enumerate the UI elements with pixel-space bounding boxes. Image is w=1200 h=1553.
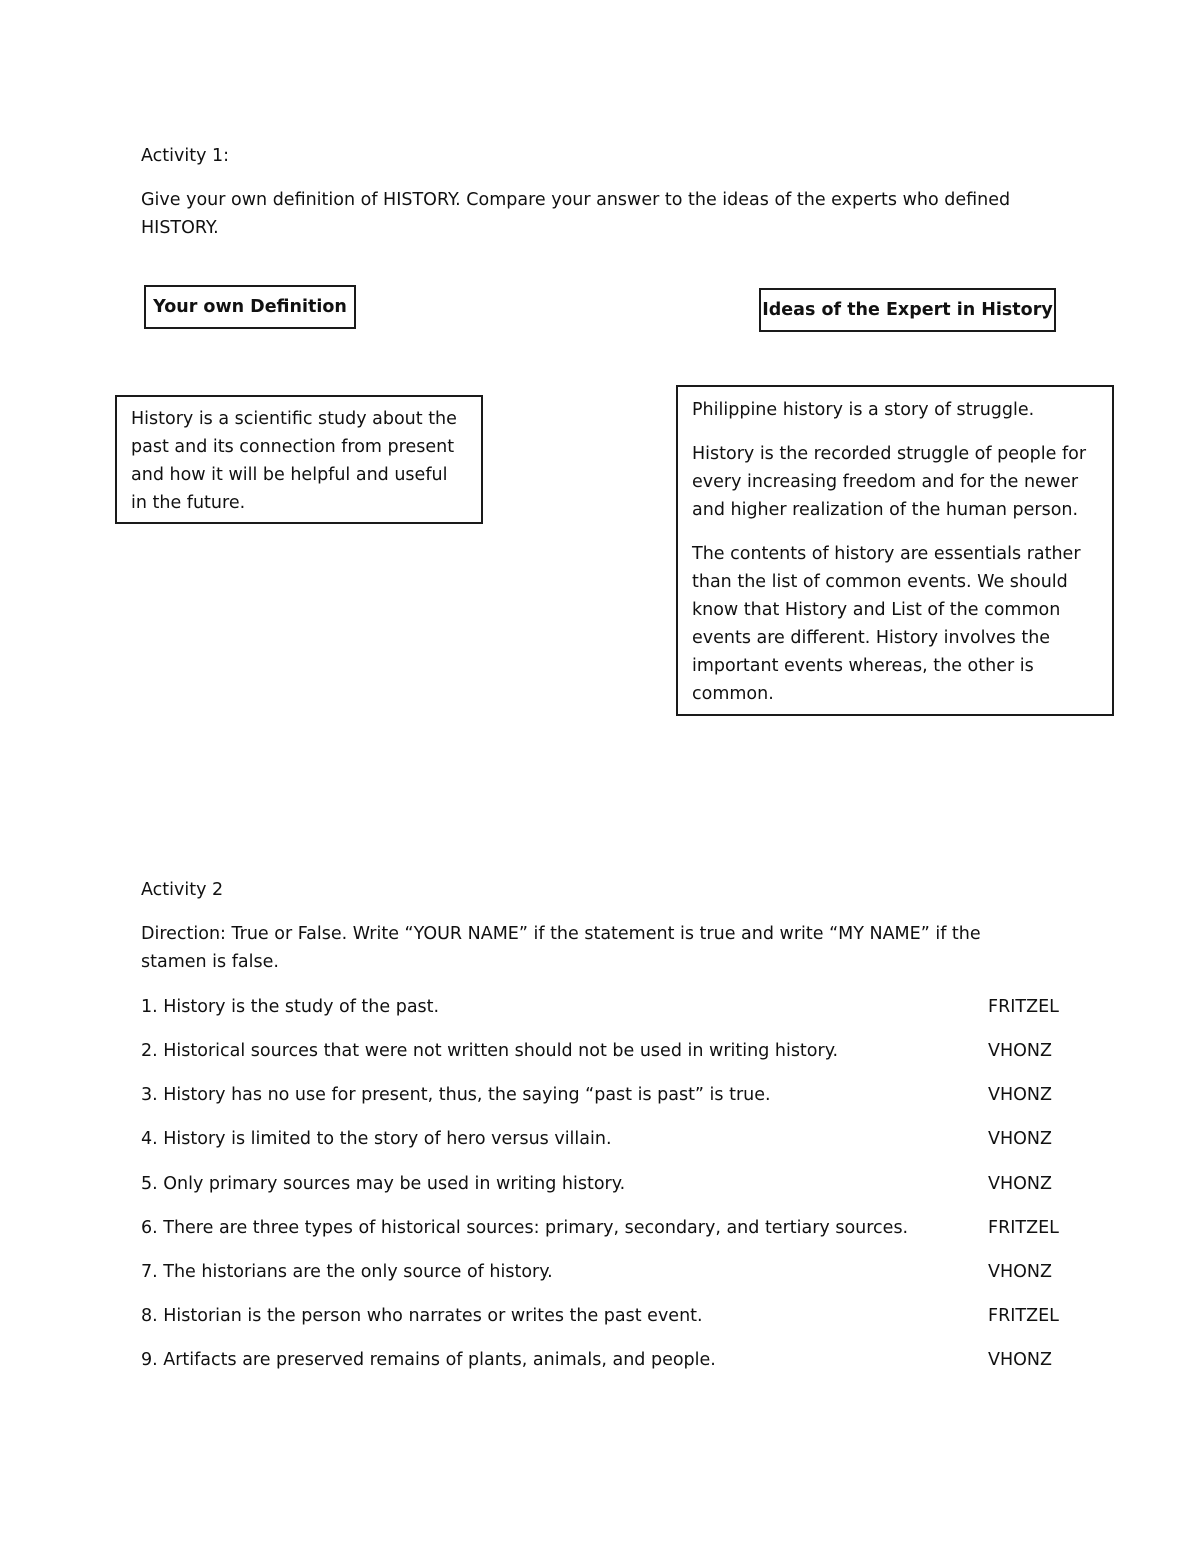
answer-text: VHONZ [988,1262,1052,1282]
list-item [141,1037,1121,1065]
statement-text: 7. The historians are the only source of history. [141,1262,553,1282]
list-item [141,1214,1121,1242]
activity2-title: Activity 2 [141,880,224,900]
statement-text: 6. There are three types of historical sources: primary, secondary, and tertiary sources. [141,1218,909,1238]
activity2-direction-line2: stamen is false. [141,952,279,972]
list-item [141,993,1121,1021]
statement-text: 2. Historical sources that were not written should not be used in writing history. [141,1041,839,1061]
expert-paragraph-3: The contents of history are essentials rather than the list of common events. We should know that History and List of the common events are different. History involves the important events whereas, the other is common. [692,544,1081,704]
activity1-instruction-line1: Give your own definition of HISTORY. Compare your answer to the ideas of the experts who defined [141,190,1011,210]
list-item [141,1302,1121,1330]
activity1-title: Activity 1: [141,146,230,166]
expert-paragraph-1: Philippine history is a story of struggle. [692,400,1035,420]
own-definition-label-box [144,285,356,329]
expert-paragraph-2: History is the recorded struggle of people for every increasing freedom and for the newer and higher realization of the human person. [692,444,1087,520]
answer-text: VHONZ [988,1129,1052,1149]
statement-text: 5. Only primary sources may be used in writing history. [141,1174,626,1194]
expert-ideas-label: Ideas of the Expert in History [762,300,1053,320]
statement-text: 8. Historian is the person who narrates or writes the past event. [141,1306,703,1326]
answer-text: VHONZ [988,1350,1052,1370]
answer-text: FRITZEL [988,1306,1059,1326]
answer-text: VHONZ [988,1085,1052,1105]
list-item [141,1081,1121,1109]
list-item [141,1346,1121,1374]
statement-text: 4. History is limited to the story of hero versus villain. [141,1129,612,1149]
answer-text: FRITZEL [988,997,1059,1017]
answer-text: VHONZ [988,1174,1052,1194]
own-definition-label: Your own Definition [153,297,347,317]
answer-text: FRITZEL [988,1218,1059,1238]
activity1-instruction-line2: HISTORY. [141,218,219,238]
expert-ideas-box [676,385,1114,716]
statement-text: 1. History is the study of the past. [141,997,440,1017]
statement-text: 9. Artifacts are preserved remains of plants, animals, and people. [141,1350,716,1370]
expert-ideas-label-box [759,288,1056,332]
statement-text: 3. History has no use for present, thus, the saying “past is past” is true. [141,1085,771,1105]
own-definition-box [115,395,483,524]
answer-text: VHONZ [988,1041,1052,1061]
own-definition-text: History is a scientific study about the past and its connection from present and how it will be helpful and useful in the future. [131,409,457,513]
activity2-direction-line1: Direction: True or False. Write “YOUR NAME” if the statement is true and write “MY NAME” if the [141,924,981,944]
list-item [141,1125,1121,1153]
list-item [141,1170,1121,1198]
list-item [141,1258,1121,1286]
